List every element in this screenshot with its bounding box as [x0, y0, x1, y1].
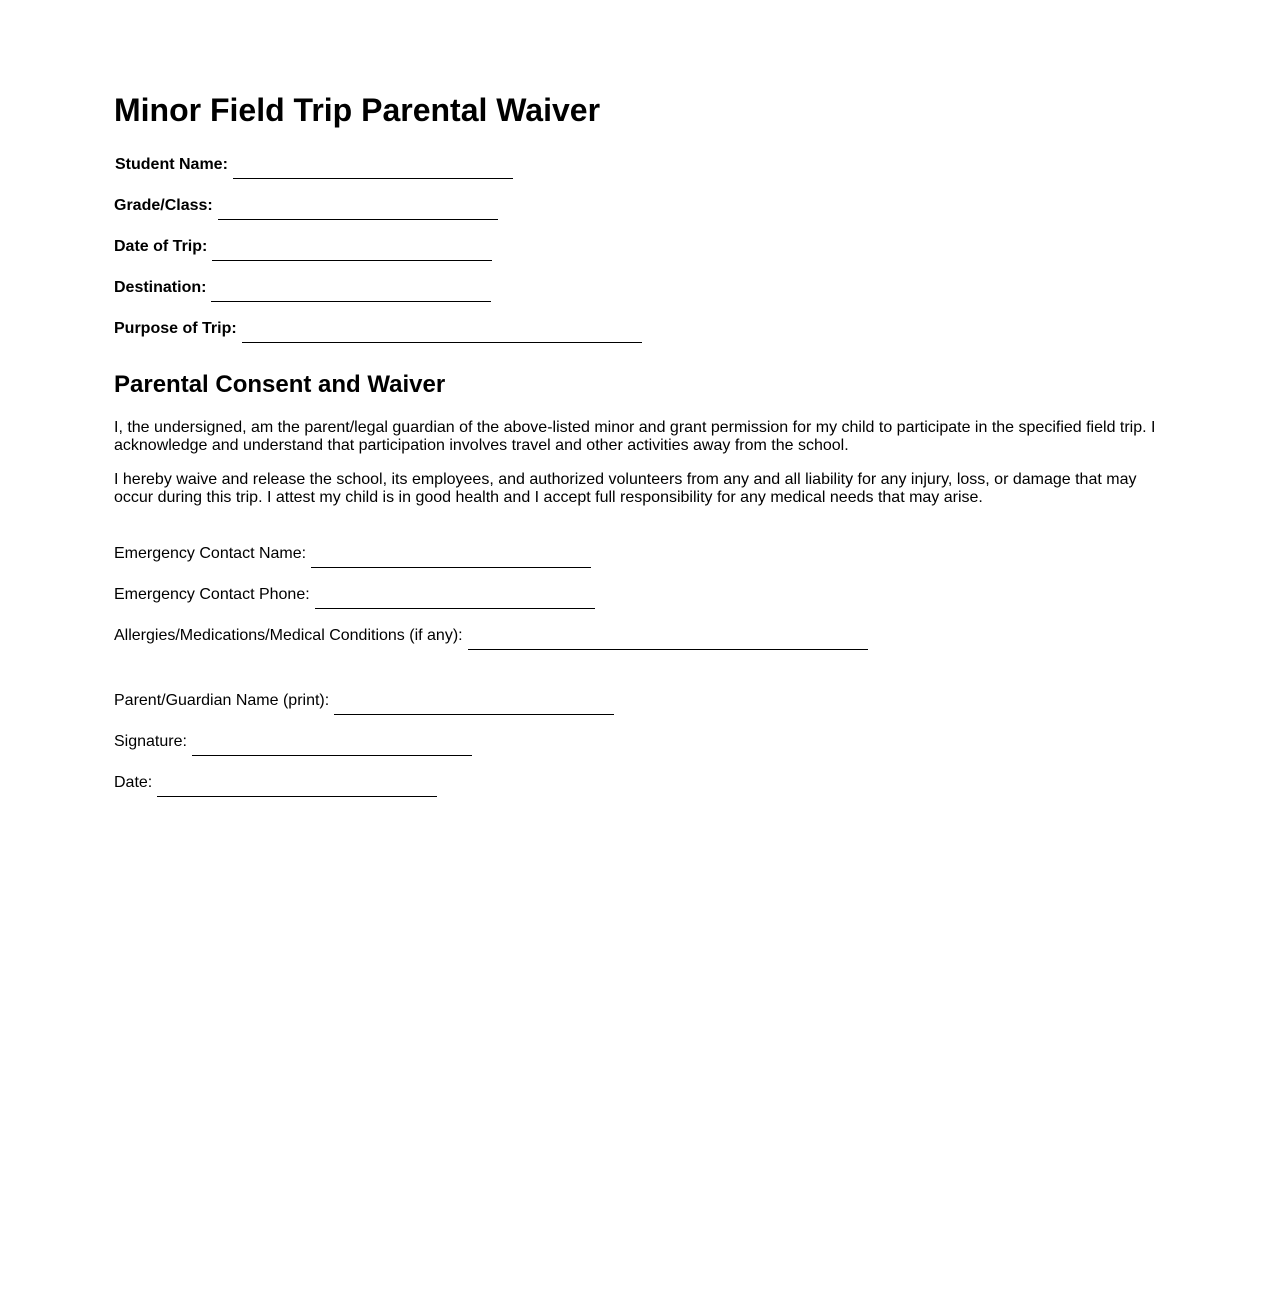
emergency-contact-name-row — [114, 542, 591, 563]
page-title: Minor Field Trip Parental Waiver — [114, 92, 601, 128]
date-of-trip-input[interactable] — [212, 240, 492, 261]
student-name-input[interactable] — [233, 158, 513, 179]
student-name-label: Student Name: — [115, 156, 228, 173]
purpose-of-trip-row — [114, 317, 642, 338]
emergency-contact-phone-row — [114, 583, 595, 604]
date-of-trip-label: Date of Trip: — [114, 238, 208, 255]
grade-class-label: Grade/Class: — [114, 197, 213, 214]
student-name-row — [114, 153, 513, 174]
consent-heading: Parental Consent and Waiver — [114, 371, 446, 398]
signature-label: Signature: — [114, 733, 187, 750]
purpose-of-trip-label: Purpose of Trip: — [114, 320, 237, 337]
date-label: Date: — [114, 774, 153, 791]
medical-conditions-row — [114, 624, 868, 645]
guardian-name-input[interactable] — [334, 694, 614, 715]
medical-conditions-label: Allergies/Medications/Medical Conditions (if any): — [114, 627, 463, 644]
date-row — [114, 771, 437, 792]
emergency-contact-name-label: Emergency Contact Name: — [114, 545, 307, 562]
emergency-contact-phone-label: Emergency Contact Phone: — [114, 586, 310, 603]
emergency-contact-phone-input[interactable] — [315, 588, 595, 609]
guardian-name-label: Parent/Guardian Name (print): — [114, 692, 330, 709]
purpose-of-trip-input[interactable] — [242, 322, 642, 343]
waiver-paragraph: I hereby waive and release the school, its employees, and authorized volunteers from any and all liability for any injury, loss, or damage that may occur during this trip. I attest my child is in good health and I accept full responsibility for any medical needs that may arise. — [114, 471, 1137, 506]
destination-row — [114, 276, 491, 297]
destination-input[interactable] — [211, 281, 491, 302]
date-input[interactable] — [157, 776, 437, 797]
signature-row — [114, 730, 472, 751]
date-of-trip-row — [114, 235, 492, 256]
grade-class-input[interactable] — [218, 199, 498, 220]
medical-conditions-input[interactable] — [468, 629, 868, 650]
emergency-contact-name-input[interactable] — [311, 547, 591, 568]
guardian-name-row — [114, 689, 614, 710]
consent-paragraph: I, the undersigned, am the parent/legal guardian of the above-listed minor and grant permission for my child to participate in the specified field trip. I acknowledge and understand that participation involves travel and other activities away from the school. — [114, 419, 1156, 454]
grade-class-row — [114, 194, 498, 215]
destination-label: Destination: — [114, 279, 207, 296]
signature-input[interactable] — [192, 735, 472, 756]
